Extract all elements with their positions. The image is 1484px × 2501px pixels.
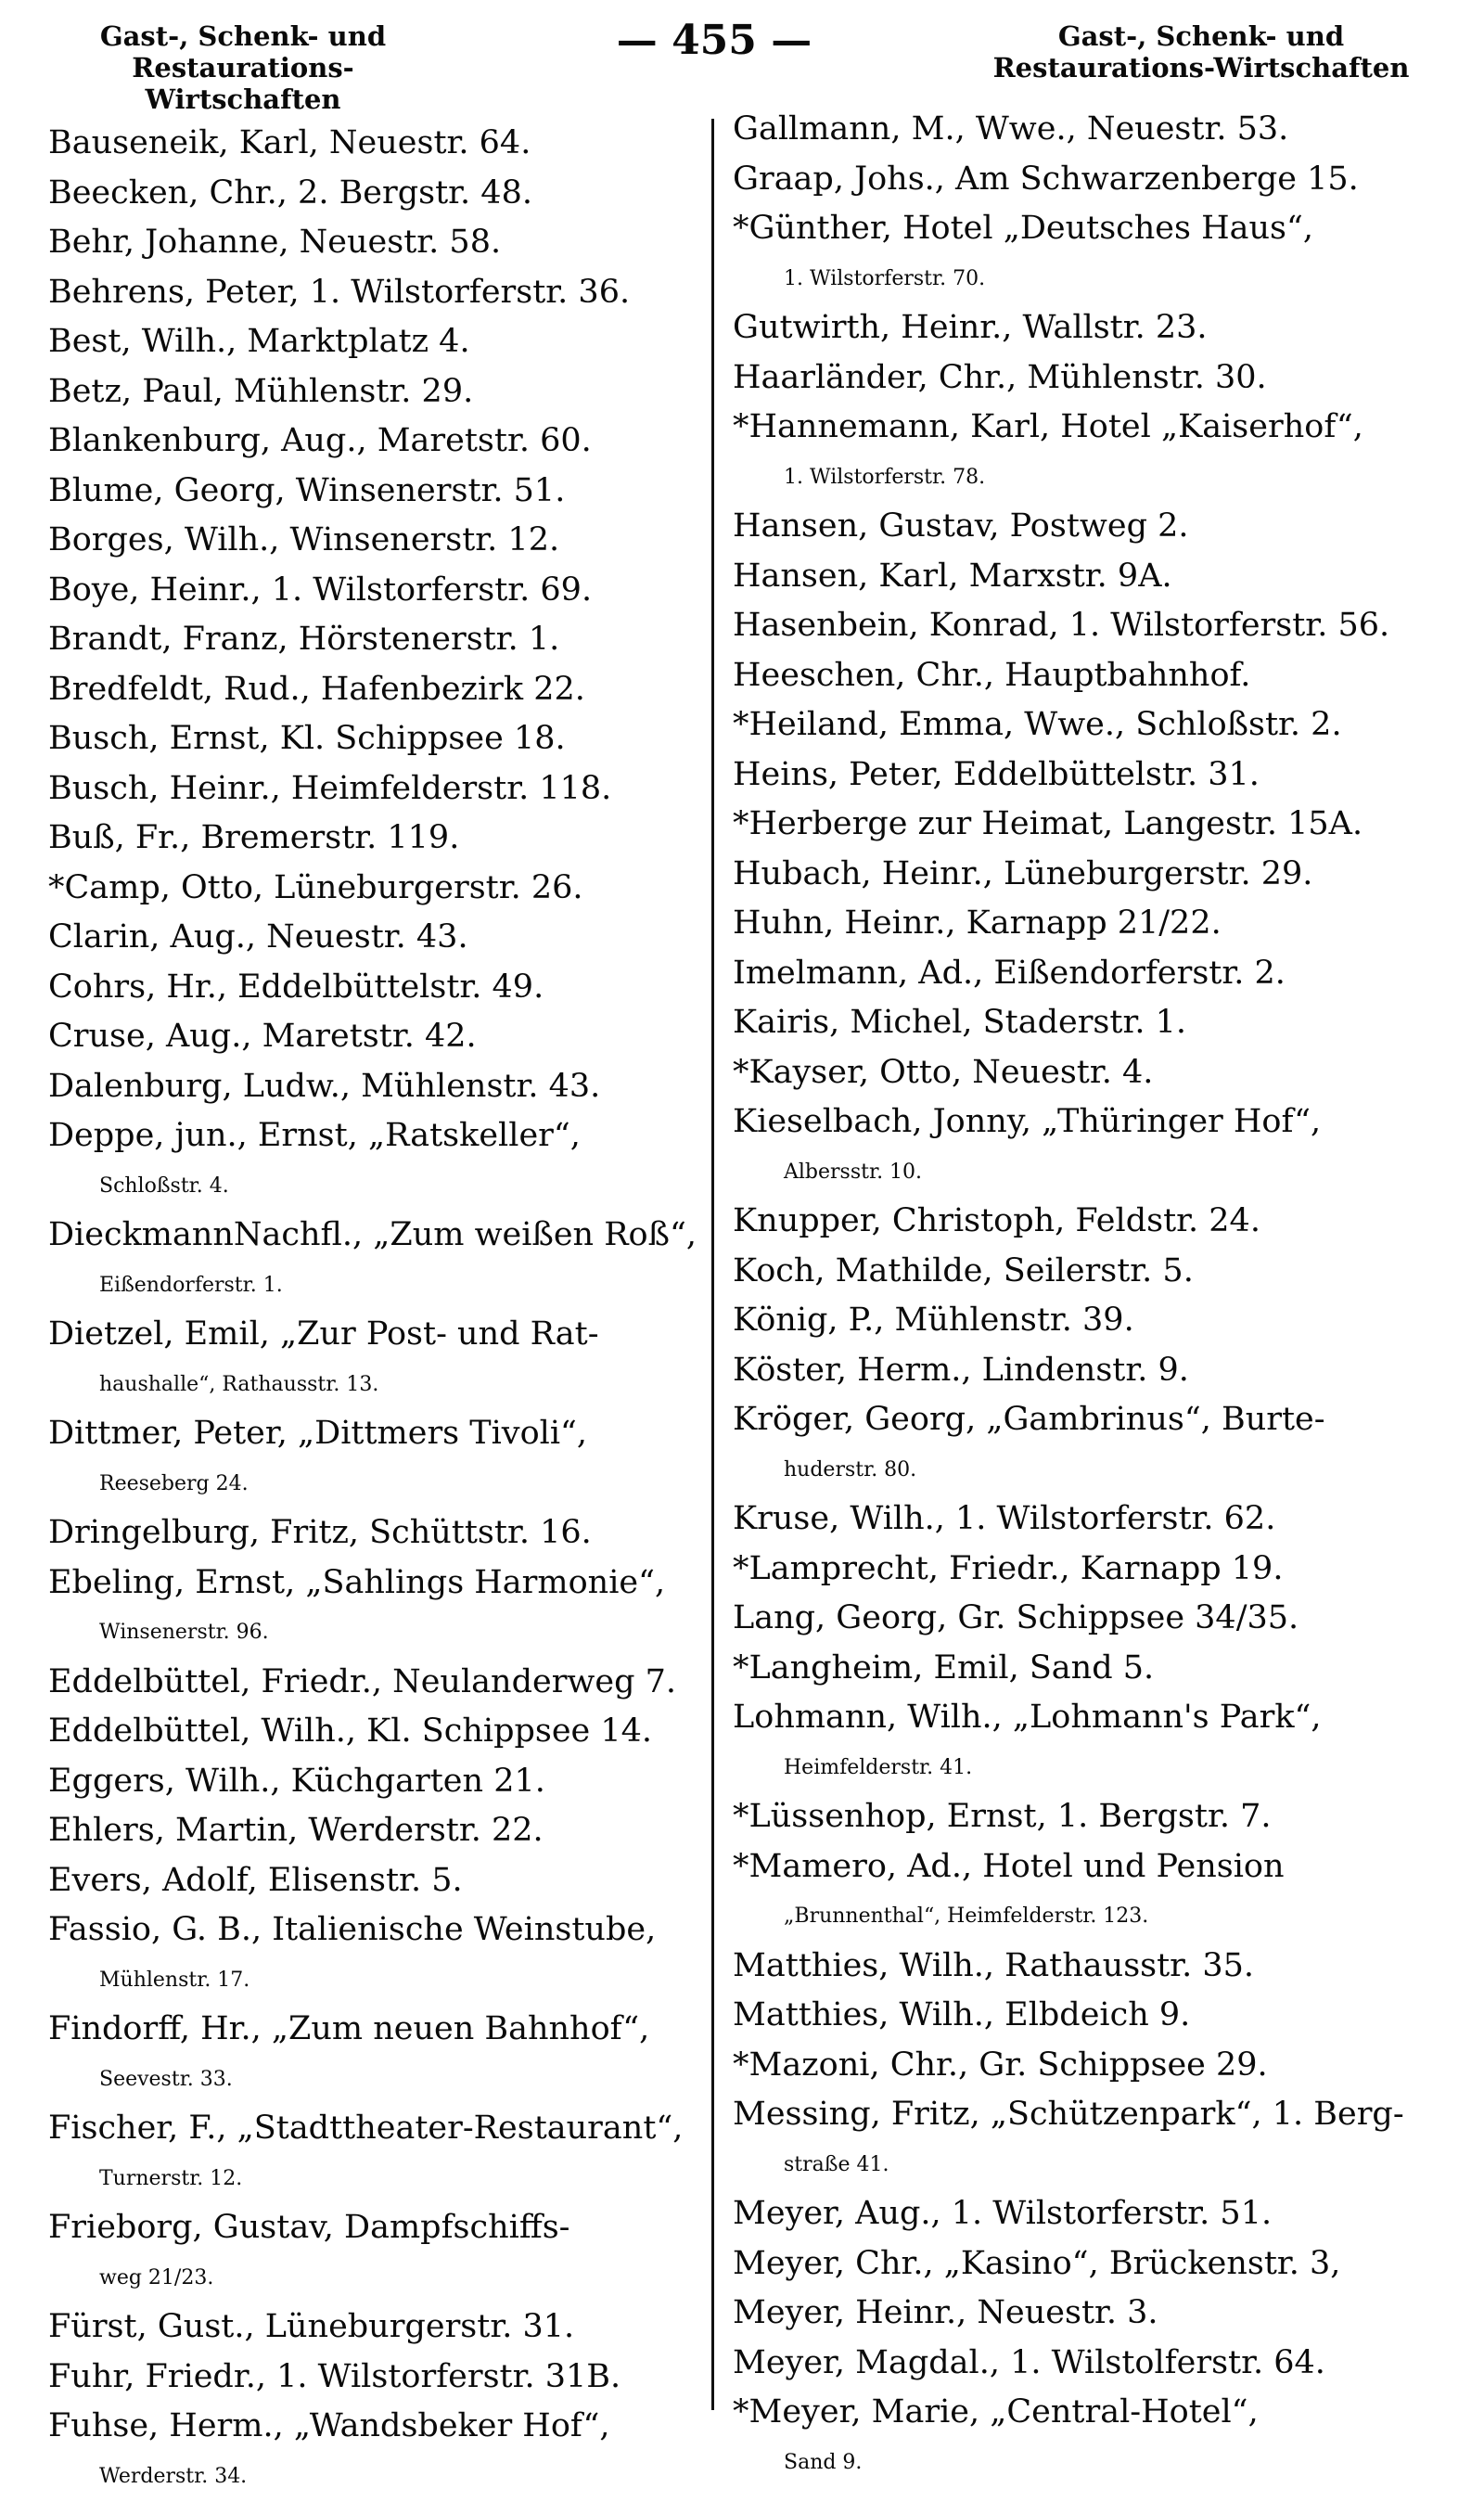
- directory-entry: Kröger, Georg, „Gambrinus“, Burte-: [733, 1395, 1438, 1445]
- directory-entry: Clarin, Aug., Neuestr. 43.: [48, 913, 730, 963]
- directory-entry: Fuhr, Friedr., 1. Wilstorferstr. 31B.: [48, 2353, 730, 2403]
- header-left-line-1: Gast-, Schenk- und: [48, 20, 438, 52]
- directory-entry: Behr, Johanne, Neuestr. 58.: [48, 218, 730, 268]
- directory-entry: Heins, Peter, Eddelbüttelstr. 31.: [733, 750, 1438, 801]
- directory-entry: Ebeling, Ernst, „Sahlings Harmonie“,: [48, 1558, 730, 1609]
- directory-entry: Heeschen, Chr., Hauptbahnhof.: [733, 651, 1438, 701]
- directory-entry: Cohrs, Hr., Eddelbüttelstr. 49.: [48, 963, 730, 1013]
- running-header-right: [983, 20, 1419, 83]
- directory-entry: Gutwirth, Heinr., Wallstr. 23.: [733, 303, 1438, 353]
- directory-entry: Fuhse, Herm., „Wandsbeker Hof“,: [48, 2402, 730, 2452]
- directory-entry: Hansen, Karl, Marxstr. 9A.: [733, 552, 1438, 602]
- entry-continuation-line: Winsenerstr. 96.: [48, 1608, 730, 1658]
- directory-entry: Lang, Georg, Gr. Schippsee 34/35.: [733, 1594, 1438, 1644]
- entry-continuation-line: 1. Wilstorferstr. 70.: [733, 254, 1438, 304]
- directory-entry: Hasenbein, Konrad, 1. Wilstorferstr. 56.: [733, 601, 1438, 651]
- directory-entry: Kairis, Michel, Staderstr. 1.: [733, 998, 1438, 1048]
- directory-entry: *Camp, Otto, Lüneburgerstr. 26.: [48, 864, 730, 914]
- directory-entry: Fürst, Gust., Lüneburgerstr. 31.: [48, 2302, 730, 2353]
- entry-continuation-line: Werderstr. 34.: [48, 2452, 730, 2501]
- directory-entry: Matthies, Wilh., Elbdeich 9.: [733, 1991, 1438, 2041]
- header-left-line-2: Restaurations-Wirtschaften: [48, 52, 438, 115]
- directory-entry: Kieselbach, Jonny, „Thüringer Hof“,: [733, 1097, 1438, 1148]
- directory-entry: *Lüssenhop, Ernst, 1. Bergstr. 7.: [733, 1792, 1438, 1842]
- entry-continuation-line: „Brunnenthal“, Heimfelderstr. 123.: [733, 1892, 1438, 1942]
- entry-continuation-line: Reeseberg 24.: [48, 1459, 730, 1509]
- directory-entry: *Mazoni, Chr., Gr. Schippsee 29.: [733, 2041, 1438, 2091]
- directory-entry: Deppe, jun., Ernst, „Ratskeller“,: [48, 1111, 730, 1161]
- entry-continuation-line: Seevestr. 33.: [48, 2055, 730, 2105]
- directory-entry: Brandt, Franz, Hörstenerstr. 1.: [48, 615, 730, 665]
- entry-continuation-line: Eißendorferstr. 1.: [48, 1261, 730, 1311]
- directory-entry: Graap, Johs., Am Schwarzenberge 15.: [733, 155, 1438, 205]
- directory-entry: *Langheim, Emil, Sand 5.: [733, 1644, 1438, 1694]
- directory-entry: Eddelbüttel, Friedr., Neulanderweg 7.: [48, 1658, 730, 1708]
- directory-entry: Best, Wilh., Marktplatz 4.: [48, 317, 730, 367]
- directory-entry: Bauseneik, Karl, Neuestr. 64.: [48, 119, 730, 169]
- entry-continuation-line: Albersstr. 10.: [733, 1148, 1438, 1198]
- directory-entry: Betz, Paul, Mühlenstr. 29.: [48, 367, 730, 417]
- directory-entry: Messing, Fritz, „Schützenpark“, 1. Berg-: [733, 2090, 1438, 2140]
- directory-entry: *Meyer, Marie, „Central-Hotel“,: [733, 2388, 1438, 2438]
- directory-entry: *Mamero, Ad., Hotel und Pension: [733, 1842, 1438, 1892]
- directory-entry: Knupper, Christoph, Feldstr. 24.: [733, 1197, 1438, 1247]
- directory-entry: *Hannemann, Karl, Hotel „Kaiserhof“,: [733, 403, 1438, 453]
- entry-continuation-line: straße 41.: [733, 2140, 1438, 2190]
- directory-entry: Eggers, Wilh., Küchgarten 21.: [48, 1757, 730, 1807]
- left-column: [48, 119, 730, 2501]
- entry-continuation-line: Schloßstr. 4.: [48, 1161, 730, 1212]
- directory-entry: Meyer, Magdal., 1. Wilstolferstr. 64.: [733, 2339, 1438, 2389]
- entry-continuation-line: Mühlenstr. 17.: [48, 1956, 730, 2006]
- directory-entry: Eddelbüttel, Wilh., Kl. Schippsee 14.: [48, 1707, 730, 1757]
- directory-entry: Hubach, Heinr., Lüneburgerstr. 29.: [733, 850, 1438, 900]
- running-header-left: [48, 20, 438, 116]
- directory-entry: Dietzel, Emil, „Zur Post- und Rat-: [48, 1310, 730, 1360]
- directory-entry: *Günther, Hotel „Deutsches Haus“,: [733, 204, 1438, 254]
- directory-entry: Meyer, Heinr., Neuestr. 3.: [733, 2289, 1438, 2339]
- directory-entry: Busch, Ernst, Kl. Schippsee 18.: [48, 714, 730, 764]
- directory-entry: Boye, Heinr., 1. Wilstorferstr. 69.: [48, 566, 730, 616]
- directory-entry: Evers, Adolf, Elisenstr. 5.: [48, 1856, 730, 1906]
- directory-entry: Köster, Herm., Lindenstr. 9.: [733, 1346, 1438, 1396]
- directory-entry: Koch, Mathilde, Seilerstr. 5.: [733, 1247, 1438, 1297]
- header-right-line-1: Gast-, Schenk- und: [983, 20, 1419, 52]
- entry-continuation-line: huderstr. 80.: [733, 1445, 1438, 1495]
- directory-entry: Bredfeldt, Rud., Hafenbezirk 22.: [48, 665, 730, 715]
- directory-entry: Dittmer, Peter, „Dittmers Tivoli“,: [48, 1409, 730, 1459]
- directory-entry: Blume, Georg, Winsenerstr. 51.: [48, 467, 730, 517]
- entry-continuation-line: Heimfelderstr. 41.: [733, 1743, 1438, 1793]
- entry-continuation-line: Turnerstr. 12.: [48, 2154, 730, 2204]
- directory-entry: Kruse, Wilh., 1. Wilstorferstr. 62.: [733, 1494, 1438, 1545]
- directory-entry: Behrens, Peter, 1. Wilstorferstr. 36.: [48, 268, 730, 318]
- directory-entry: *Kayser, Otto, Neuestr. 4.: [733, 1048, 1438, 1098]
- directory-entry: *Lamprecht, Friedr., Karnapp 19.: [733, 1545, 1438, 1595]
- directory-entry: Borges, Wilh., Winsenerstr. 12.: [48, 516, 730, 566]
- entry-continuation-line: Sand 9.: [733, 2438, 1438, 2488]
- directory-entry: Cruse, Aug., Maretstr. 42.: [48, 1012, 730, 1062]
- directory-entry: Findorff, Hr., „Zum neuen Bahnhof“,: [48, 2005, 730, 2055]
- directory-entry: Matthies, Wilh., Rathausstr. 35.: [733, 1942, 1438, 1992]
- directory-entry: Dringelburg, Fritz, Schüttstr. 16.: [48, 1508, 730, 1558]
- directory-entry: Ehlers, Martin, Werderstr. 22.: [48, 1806, 730, 1856]
- entry-continuation-line: 1. Wilstorferstr. 78.: [733, 453, 1438, 503]
- directory-entry: Busch, Heinr., Heimfelderstr. 118.: [48, 764, 730, 814]
- directory-entry: Imelmann, Ad., Eißendorferstr. 2.: [733, 949, 1438, 999]
- directory-entry: Dalenburg, Ludw., Mühlenstr. 43.: [48, 1062, 730, 1112]
- entry-continuation-line: weg 21/23.: [48, 2253, 730, 2303]
- directory-entry: Gallmann, M., Wwe., Neuestr. 53.: [733, 105, 1438, 155]
- directory-entry: Fassio, G. B., Italienische Weinstube,: [48, 1905, 730, 1956]
- directory-entry: Fischer, F., „Stadttheater-Restaurant“,: [48, 2104, 730, 2154]
- directory-entry: Frieborg, Gustav, Dampfschiffs-: [48, 2203, 730, 2253]
- directory-entry: Buß, Fr., Bremerstr. 119.: [48, 814, 730, 864]
- entry-continuation-line: haushalle“, Rathausstr. 13.: [48, 1360, 730, 1410]
- directory-entry: Haarländer, Chr., Mühlenstr. 30.: [733, 353, 1438, 404]
- header-right-line-2: Restaurations-Wirtschaften: [983, 52, 1419, 83]
- directory-entry: Meyer, Aug., 1. Wilstorferstr. 51.: [733, 2189, 1438, 2239]
- directory-entry: Beecken, Chr., 2. Bergstr. 48.: [48, 169, 730, 219]
- directory-entry: Lohmann, Wilh., „Lohmann's Park“,: [733, 1693, 1438, 1743]
- directory-entry: Blankenburg, Aug., Maretstr. 60.: [48, 417, 730, 467]
- directory-entry: Huhn, Heinr., Karnapp 21/22.: [733, 899, 1438, 949]
- directory-entry: Meyer, Chr., „Kasino“, Brückenstr. 3,: [733, 2239, 1438, 2289]
- right-column: [733, 105, 1438, 2487]
- directory-entry: *Herberge zur Heimat, Langestr. 15A.: [733, 800, 1438, 850]
- directory-entry: Hansen, Gustav, Postweg 2.: [733, 502, 1438, 552]
- directory-entry: DieckmannNachfl., „Zum weißen Roß“,: [48, 1211, 730, 1261]
- directory-entry: König, P., Mühlenstr. 39.: [733, 1296, 1438, 1346]
- directory-entry: *Heiland, Emma, Wwe., Schloßstr. 2.: [733, 700, 1438, 750]
- page-number: — 455 —: [594, 17, 835, 64]
